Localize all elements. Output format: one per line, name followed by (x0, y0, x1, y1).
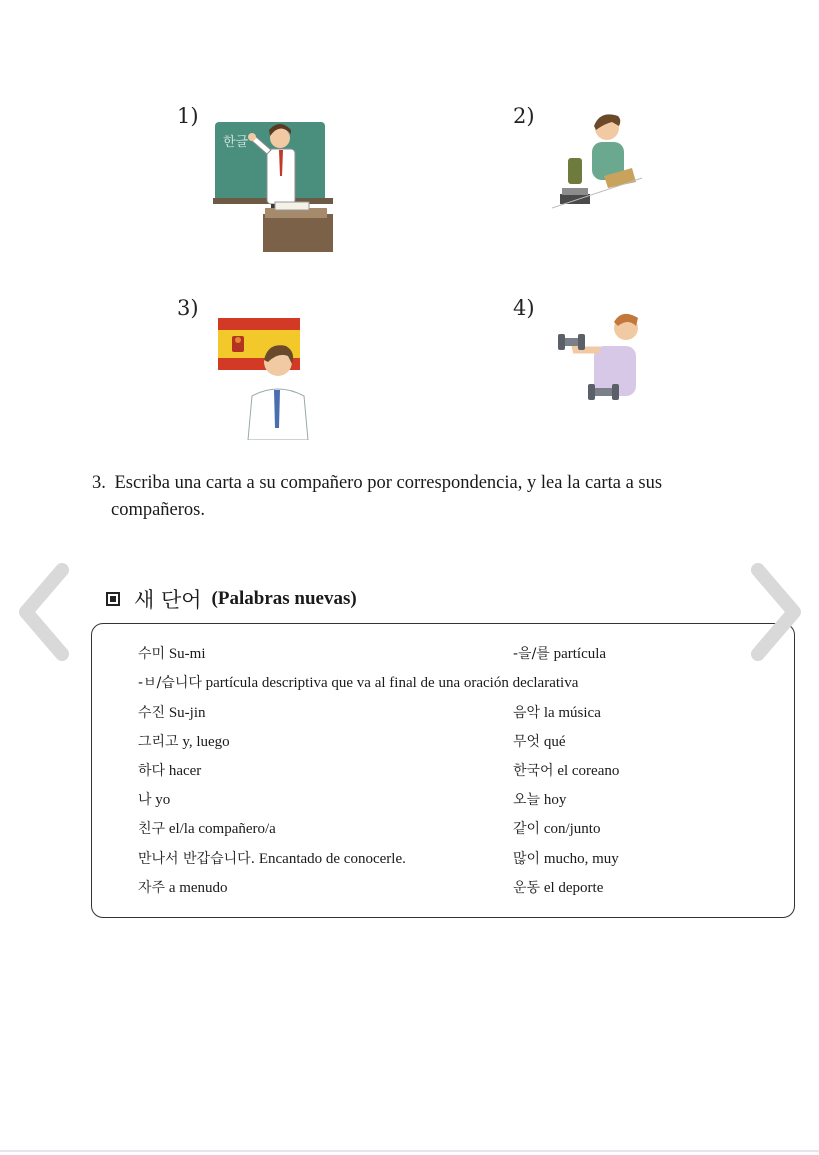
vocab-entry: 음악 la música (513, 705, 601, 721)
vocab-heading (106, 584, 357, 614)
vocab-entry: 오늘 hoy (513, 792, 567, 808)
blackboard-text: 한글 (223, 135, 249, 150)
vocab-entry: 나 yo (138, 792, 171, 808)
question-3 (92, 470, 772, 524)
vocab-entry: -을/를 partícula (513, 646, 607, 662)
square-bullet-icon (106, 592, 120, 606)
vocab-entry: 무엇 qué (513, 734, 566, 750)
reader-illustration (552, 108, 652, 220)
vocab-entry: 운동 el deporte (513, 880, 604, 896)
vocab-entry: 같이 con/junto (513, 821, 601, 837)
vocab-entry: 친구 el/la compañero/a (138, 821, 276, 837)
question-number: 3. (92, 473, 106, 493)
vocab-entry: -ㅂ/습니다 partícula descriptiva que va al final de una oración declarativa (138, 675, 579, 691)
page-edge-divider (0, 1150, 819, 1152)
chevron-right-icon[interactable] (748, 562, 808, 662)
item-1-label: 1) (177, 104, 199, 128)
vocab-entry: 수진 Su-jin (138, 705, 206, 721)
vocab-title-spanish: (Palabras nuevas) (211, 588, 357, 609)
vocab-entry: 한국어 el coreano (513, 763, 620, 779)
question-text-line1: Escriba una carta a su compañero por correspondencia, y lea la carta a sus (114, 473, 663, 493)
vocab-entry: 만나서 반갑습니다. Encantado de conocerle. (138, 851, 406, 867)
vocab-entry: 그리고 y, luego (138, 734, 230, 750)
item-4-label: 4) (513, 296, 535, 320)
chevron-left-icon[interactable] (12, 562, 72, 662)
vocab-title-korean: 새 단어 (134, 588, 202, 612)
item-2-label: 2) (513, 104, 535, 128)
dumbbell-illustration (556, 308, 646, 416)
item-3-label: 3) (177, 296, 199, 320)
teacher-illustration (213, 118, 338, 258)
vocab-entry: 자주 a menudo (138, 880, 228, 896)
vocab-entry: 하다 hacer (138, 763, 202, 779)
vocab-entry: 수미 Su-mi (138, 646, 206, 662)
question-text-line2: compañeros. (111, 500, 206, 520)
vocab-entry: 많이 mucho, muy (513, 851, 619, 867)
spanish-flag-illustration (218, 316, 313, 440)
